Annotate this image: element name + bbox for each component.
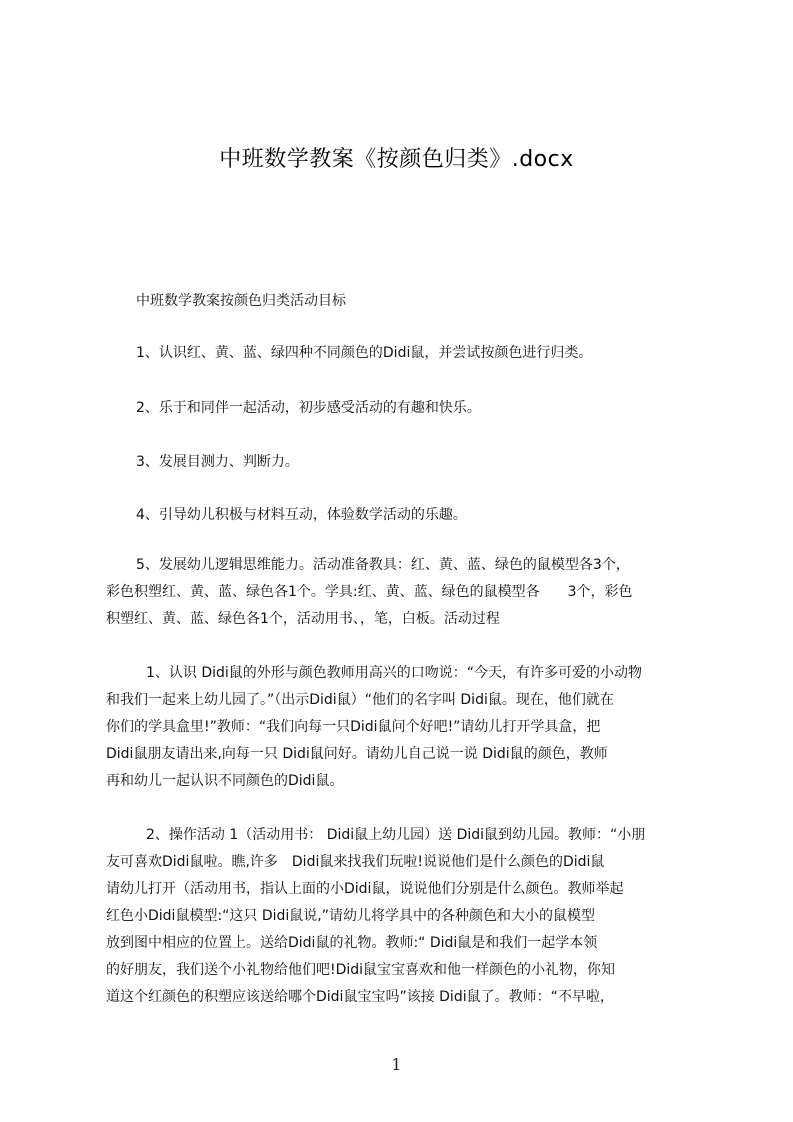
objective-5-paragraph xyxy=(106,552,700,633)
paragraph-line: 请幼儿打开（活动用书，指认上面的小Didi鼠，说说他们分别是什么颜色。教师举起 xyxy=(106,881,624,897)
objective-2: 2、乐于和同伴一起活动，初步感受活动的有趣和快乐。 xyxy=(136,400,481,416)
objective-1: 1、认识红、黄、蓝、绿四种不同颜色的Didi鼠，并尝试按颜色进行归类。 xyxy=(136,345,593,361)
paragraph-line: 道这个红颜色的积塑应该送给哪个Didi鼠宝宝吗”该接 Didi鼠了。教师：“不早啦， xyxy=(106,989,614,1005)
paragraph-line: 积塑红、黄、蓝、绿色各1个，活动用书、，笔，白板。活动过程 xyxy=(106,611,500,627)
objective-3: 3、发展目测力、判断力。 xyxy=(136,454,299,470)
paragraph-line: 彩色积塑红、黄、蓝、绿色各1个。学具:红、黄、蓝、绿色的鼠模型各 3个，彩色 xyxy=(106,584,633,600)
paragraph-line: 的好朋友，我们送个小礼物给他们吧!Didi鼠宝宝喜欢和他一样颜色的小礼物，你知 xyxy=(106,962,616,978)
paragraph-line: 友可喜欢Didi鼠啦。瞧,许多 Didi鼠来找我们玩啦!说说他们是什么颜色的Didi鼠 xyxy=(106,854,605,870)
document-title: 中班数学教案《按颜色归类》.docx xyxy=(219,147,574,172)
paragraph-line: Didi鼠朋友请出来,向每一只 Didi鼠问好。请幼儿自己说一说 Didi鼠的颜色，教师 xyxy=(106,746,608,762)
activity-step-2-paragraph xyxy=(106,822,700,1011)
paragraph-line: 5、发展幼儿逻辑思维能力。活动准备教具：红、黄、蓝、绿色的鼠模型各3个， xyxy=(136,557,630,573)
paragraph-line: 红色小Didi鼠模型:“这只 Didi鼠说,”请幼儿将学具中的各种颜色和大小的鼠模型 xyxy=(106,908,596,924)
activity-step-1-paragraph xyxy=(106,660,700,795)
paragraph-line: 2、操作活动 1（活动用书： Didi鼠上幼儿园）送 Didi鼠到幼儿园。教师：“小朋 xyxy=(146,827,646,843)
paragraph-line: 放到图中相应的位置上。送给Didi鼠的礼物。教师:“ Didi鼠是和我们一起学本领 xyxy=(106,935,598,951)
paragraph-line: 再和幼儿一起认识不同颜色的Didi鼠。 xyxy=(106,773,344,789)
paragraph-line: 1、认识 Didi鼠的外形与颜色教师用高兴的口吻说：“今天，有许多可爱的小动物 xyxy=(146,665,643,681)
paragraph-line: 和我们一起来上幼儿园了。”（出示Didi鼠）“他们的名字叫 Didi鼠。现在，他们就在 xyxy=(106,692,614,708)
objective-4: 4、引导幼儿积极与材料互动，体验数学活动的乐趣。 xyxy=(136,507,467,523)
page-number: 1 xyxy=(391,1055,402,1074)
section-heading: 中班数学教案按颜色归类活动目标 xyxy=(136,293,346,309)
paragraph-line: 你们的学具盒里!”教师：“我们向每一只Didi鼠问个好吧!”请幼儿打开学具盒，把 xyxy=(106,719,601,735)
